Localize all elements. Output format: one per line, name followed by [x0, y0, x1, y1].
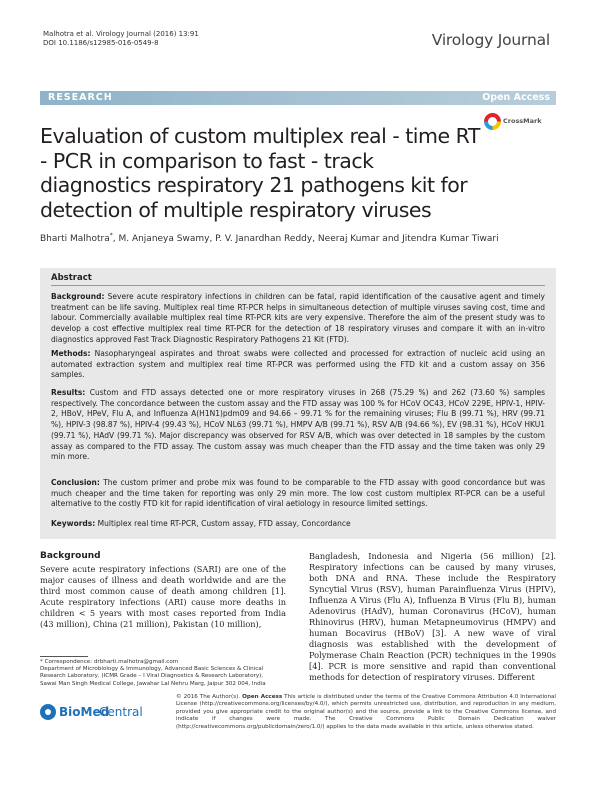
methods-text: Nasopharyngeal aspirates and throat swabs were collected and processed for extraction of nucleic acid using an automated extraction system and multiplex real time RT-PCR was performed using the FTD kit and a custom assay on 356 samples. — [51, 349, 545, 380]
background-column-2: Bangladesh, Indonesia and Nigeria (56 million) [2]. Respiratory infections can be caused by many viruses, both DNA and RNA. These include the Respiratory Syncytial Virus (RSV), human Parainfluenza Virus (HPIV), Influenza A Virus (Flu A), Influenza B Virus (Flu B), human Adenovirus (HAdV), human Coronavirus (HCoV), human Rhinovirus (HRV), human Metapneumovirus (HMPV) and human Bocavirus (HBoV) [3]. A new wave of viral diagnosis was established with the development of Polymerase Chain Reaction (PCR) techniques in the 1990s [4]. PCR is more sensitive and rapid than conventional methods for detection of respiratory viruses. Different — [309, 551, 556, 682]
citation-line: Malhotra et al. Virology Journal (2016) 13:91 — [43, 30, 199, 38]
open-access-tag: Open Access — [242, 694, 283, 700]
background-label: Background: — [51, 292, 105, 301]
abstract-keywords — [51, 519, 545, 530]
other-authors: , M. Anjaneya Swamy, P. V. Janardhan Reddy, Neeraj Kumar and Jitendra Kumar Tiwari — [112, 234, 499, 244]
corresponding-mark: * — [109, 232, 113, 239]
affiliation: Department of Microbiology & Immunology, Advanced Basic Sciences & Clinical Research Laboratory, (ICMR Grade – I Viral Diagnostics & Research Laboratory), Sawai Man Singh Medical College, Jawahar Lal Nehru Marg, Jaipur 302 004, India — [40, 666, 266, 687]
open-access-label: Open Access — [482, 92, 550, 103]
article-type-banner — [40, 91, 556, 105]
logo-text-biomed: BioMed — [59, 705, 110, 719]
copyright: © 2016 The Author(s). — [176, 694, 241, 700]
license-text: This article is distributed under the terms of the Creative Commons Attribution 4.0 International License (http://creativecommons.org/licenses/by/4.0/), which permits unrestricted use, distribution, and reproduction in any medium, provided you give appropriate credit to the original author(s) and the source, provide a link to the Creative Commons license, and indicate if changes were made. The Creative Commons Public Domain Dedication waiver (http://creativecommons.org/publicdomain/zero/1.0/) applies to the data made available in this article, unless otherwise stated. — [176, 694, 556, 730]
abstract-results — [51, 388, 545, 463]
results-label: Results: — [51, 388, 86, 397]
background-text: Severe acute respiratory infections in children can be fatal, rapid identification of the causative agent and timely treatment can be life saving. Multiplex real time RT-PCR helps in simultaneous detection of multiple viruses saving cost, time and labour. Commercially available multiplex real time RT-PCR kits are very expensive. Therefore the aim of the present study was to develop a cost effective multiplex real time RT-PCR for the detection of 18 respiratory viruses and compare it with an in-vitro diagnostics approved Fast Track Diagnostic Respiratory Pathogens 21 Kit (FTD). — [51, 292, 545, 344]
abstract-background — [51, 292, 545, 346]
logo-text-central: Central — [99, 705, 143, 719]
abstract-conclusion — [51, 478, 545, 510]
article-title: Evaluation of custom multiplex real - time RT - PCR in comparison to fast - track diagnostics respiratory 21 pathogens kit for detection of multiple respiratory viruses — [40, 124, 480, 222]
biomed-central-icon — [40, 704, 56, 720]
doi-line: DOI 10.1186/s12985-016-0549-8 — [43, 39, 159, 47]
article-type-label: RESEARCH — [48, 92, 113, 103]
conclusion-text: The custom primer and probe mix was found to be comparable to the FTD assay with good concordance but was much cheaper and the time taken for reporting was only 29 min more. The low cost custom multiplex RT-PCR can be a useful alternative to the costly FTD kit for rapid identification of viral aetiology in resource limited settings. — [51, 478, 546, 509]
keywords-label: Keywords: — [51, 519, 96, 528]
background-heading: Background — [40, 551, 101, 561]
keywords-text: Multiplex real time RT-PCR, Custom assay, FTD assay, Concordance — [97, 519, 351, 528]
background-column-1: Severe acute respiratory infections (SARI) are one of the major causes of illness and death worldwide and are the third most common cause of death among children [1]. Acute respiratory infections (ARI) cause more deaths in children < 5 years with most cases reported from India (43 million), China (21 million), Pakistan (10 million), — [40, 564, 286, 629]
methods-label: Methods: — [51, 349, 91, 358]
correspondence-email: * Correspondence: drbharti.malhotra@gmail.com — [40, 659, 179, 665]
journal-name: Virology Journal — [431, 31, 550, 49]
crossmark-label: CrossMark — [503, 117, 542, 125]
footnote — [40, 659, 280, 688]
results-text: Custom and FTD assays detected one or more respiratory viruses in 268 (75.29 %) and 262 (73.60 %) samples respectively. The concordance between the custom assay and the FTD assay was 100 % for HCoV OC43, HCoV 229E, HPIV-1, HPIV-2, HBoV, HPeV, Flu A, and Influenza A(H1N1)pdm09 and 94.66 – 99.71 % for the remaining viruses; Flu B (99.71 %), HRV (99.71 %), HPIV-3 (98.87 %), HPIV-4 (99.43 %), HCoV NL63 (99.71 %), HMPV A/B (99.71 %), RSV A/B (94.66 %), EV (98.31 %), HCoV HKU1 (99.71 %), HAdV (99.71 %). Major discrepancy was observed for RSV A/B, which was over detected in 18 samples by the custom assay as compared to the FTD assay. The custom assay was much cheaper than the FTD assay and the time taken was only 29 min more. — [51, 388, 545, 462]
abstract-divider — [51, 285, 545, 286]
biomed-central-logo — [40, 701, 150, 723]
citation — [43, 30, 199, 48]
license-statement — [176, 694, 556, 731]
abstract-heading: Abstract — [51, 273, 92, 283]
crossmark-icon — [484, 113, 501, 130]
crossmark-badge[interactable] — [484, 113, 559, 133]
abstract-methods — [51, 349, 545, 381]
conclusion-label: Conclusion: — [51, 478, 100, 487]
author-list — [40, 232, 499, 244]
footnote-divider — [40, 656, 88, 657]
first-author: Bharti Malhotra — [40, 234, 110, 244]
